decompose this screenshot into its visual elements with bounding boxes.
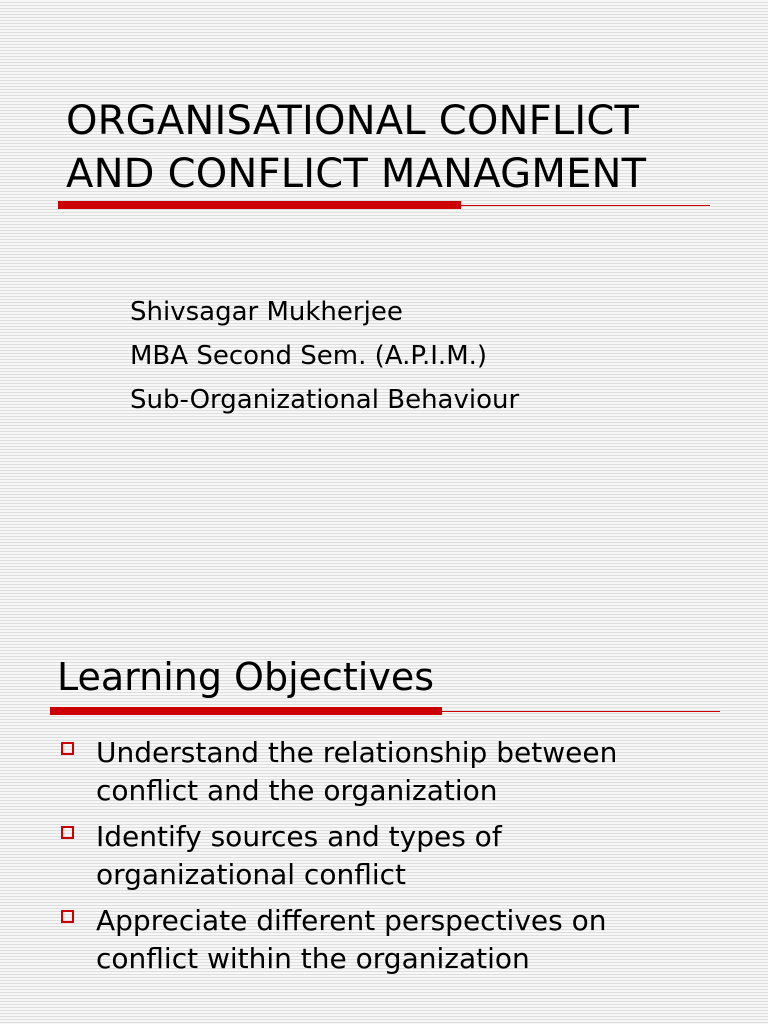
list-item xyxy=(58,902,748,978)
list-item xyxy=(58,734,748,810)
course-name: MBA Second Sem. (A.P.I.M.) xyxy=(130,341,488,371)
subject-name: Sub-Organizational Behaviour xyxy=(130,385,520,415)
objectives-underline-thin xyxy=(442,711,720,712)
list-item-line: Appreciate different perspectives on xyxy=(96,904,607,937)
list-item-line: Identify sources and types of xyxy=(96,820,502,853)
list-item-line: conflict and the organization xyxy=(96,774,498,807)
slide-title-line-1: ORGANISATIONAL CONFLICT xyxy=(66,98,640,144)
objectives-list xyxy=(58,734,748,986)
title-underline xyxy=(58,205,710,207)
list-item-line: organizational conflict xyxy=(96,858,406,891)
slide-title xyxy=(66,95,646,201)
objectives-title: Learning Objectives xyxy=(57,655,435,699)
list-item xyxy=(58,818,748,894)
objectives-underline-thick xyxy=(50,707,442,715)
slide-title-line-2: AND CONFLICT MANAGMENT xyxy=(66,151,647,197)
list-item-line: conflict within the organization xyxy=(96,942,530,975)
author-name: Shivsagar Mukherjee xyxy=(130,297,403,327)
hollow-square-bullet-icon xyxy=(61,826,74,839)
list-item-line: Understand the relationship between xyxy=(96,736,618,769)
hollow-square-bullet-icon xyxy=(61,910,74,923)
slide-subtitle xyxy=(130,290,519,422)
title-underline-thin xyxy=(461,205,710,206)
objectives-underline xyxy=(50,711,720,713)
objectives-slide xyxy=(0,512,768,1024)
title-underline-thick xyxy=(58,201,461,209)
hollow-square-bullet-icon xyxy=(61,742,74,755)
